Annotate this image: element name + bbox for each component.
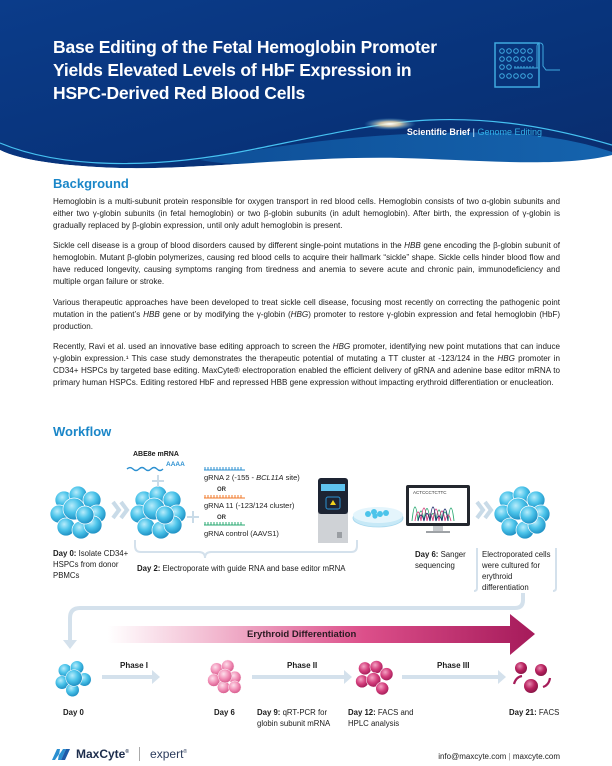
separator: | bbox=[508, 752, 511, 761]
text: gene or by modifying the γ-globin ( bbox=[159, 310, 291, 319]
red-blood-cells-icon bbox=[514, 662, 550, 693]
day-label: Day 9: bbox=[257, 708, 281, 717]
phase-1-label: Phase I bbox=[120, 661, 149, 670]
diff-day9 bbox=[257, 707, 342, 729]
text: site) bbox=[283, 473, 300, 482]
category: Genome Editing bbox=[477, 127, 542, 137]
or-label: OR bbox=[217, 487, 226, 493]
chevron-right-icon bbox=[477, 502, 491, 518]
sequencing-monitor-icon bbox=[406, 485, 470, 533]
divider bbox=[139, 747, 140, 761]
gene-name: HBG bbox=[290, 310, 309, 319]
hspc-cluster-icon bbox=[130, 486, 186, 539]
email-link[interactable]: info@maxcyte.com bbox=[438, 752, 507, 761]
erythroid-cluster-icon bbox=[208, 660, 242, 694]
text: FACS bbox=[536, 708, 560, 717]
partner-name bbox=[150, 747, 187, 761]
grna-option-2: gRNA 11 (-123/124 cluster) bbox=[204, 501, 295, 510]
text: Electroporate with guide RNA and base editor mRNA bbox=[160, 564, 346, 573]
brand-name bbox=[76, 747, 129, 761]
hspc-cluster-icon bbox=[494, 486, 550, 539]
step-day6 bbox=[415, 549, 475, 571]
text: expert bbox=[150, 747, 184, 761]
background-heading: Background bbox=[53, 176, 129, 191]
text: FACS and HPLC analysis bbox=[348, 708, 414, 728]
text: gene encoding the β-globin subunit of hemoglobin. Mutant β-globin polymerizes, causing red blood cells to acquire their hallmark “sickle” shape. Sickle cells hinder blood flow and have reduced longevity, causing symptoms ranging from tiredness and anemia to severe acute and chronic pain, immunodeficiency and multiple organ failure or stroke. bbox=[53, 241, 561, 286]
step-day2 bbox=[137, 563, 397, 574]
text: Various therapeutic approaches have been developed to treat sickle cell disease, focusing most recently on correcting the pathogenic point mutation in the patient’s bbox=[53, 298, 560, 319]
day-label: Day 12: bbox=[348, 708, 376, 717]
separator: | bbox=[472, 127, 475, 137]
website-link[interactable]: maxcyte.com bbox=[512, 752, 560, 761]
poly-a-tail: AAAA bbox=[166, 461, 185, 468]
diff-day0: Day 0 bbox=[63, 708, 84, 717]
electroporator-device-icon bbox=[318, 478, 348, 543]
background-paragraph-3 bbox=[53, 297, 560, 333]
well-plate-icon bbox=[490, 40, 570, 90]
phase-3-label: Phase III bbox=[437, 661, 470, 670]
document-type-label bbox=[407, 127, 542, 137]
gene-name: BCL11A bbox=[256, 473, 284, 482]
workflow-heading: Workflow bbox=[53, 424, 112, 439]
title-line-2: Yields Elevated Levels of HbF Expression in bbox=[53, 60, 412, 80]
doc-type: Scientific Brief bbox=[406, 127, 470, 137]
day-label: Day 2: bbox=[137, 564, 161, 573]
gene-name: HBG bbox=[497, 354, 515, 363]
title-line-1: Base Editing of the Fetal Hemoglobin Promoter bbox=[53, 37, 437, 57]
header-banner bbox=[0, 0, 612, 170]
arrow-down-icon bbox=[63, 640, 77, 649]
text: Sickle cell disease is a group of blood disorders caused by different single-point mutations in the bbox=[53, 241, 405, 250]
background-paragraph-2 bbox=[53, 240, 560, 288]
trademark: ® bbox=[183, 749, 188, 755]
gene-name: HBB bbox=[143, 310, 160, 319]
text: MaxCyte bbox=[76, 747, 126, 761]
day-label: Day 6: bbox=[415, 550, 439, 559]
text: Hemoglobin is a multi-subunit protein responsible for oxygen transport in red blood cells. Hemoglobin consists of two α-globin subunits and either two γ-globin subunits (in fetal hemoglobin) or two β-globin subunits (in adult hemoglobin). After birth, the expression of γ-globin is gradually replaced by β-globin expression, until only adult hemoglobin is present. bbox=[53, 197, 560, 230]
text: ) promoter to restore γ-globin expression and fetal hemoglobin (HbF) production. bbox=[53, 310, 561, 331]
hspc-cluster-icon bbox=[55, 661, 91, 697]
mrna-wave-icon bbox=[127, 468, 163, 471]
footer-contact bbox=[438, 752, 560, 761]
or-label: OR bbox=[217, 515, 226, 521]
svg-text:ACTCCCTCTTC: ACTCCCTCTTC bbox=[413, 490, 447, 495]
phase-arrows bbox=[102, 670, 506, 684]
differentiation-banner: Erythroid Differentiation bbox=[247, 629, 357, 640]
gene-name: HBG bbox=[332, 342, 351, 351]
day-label: Day 21: bbox=[509, 708, 537, 717]
phase-2-label: Phase II bbox=[287, 661, 318, 670]
maxcyte-logo-icon bbox=[52, 749, 70, 760]
chevron-right-icon bbox=[113, 502, 127, 518]
mrna-label: ABE8e mRNA bbox=[133, 451, 179, 458]
step-day0 bbox=[53, 548, 133, 581]
text: promoter, identifying new point mutations that can induce γ-globin expression.¹ This case study demonstrates the therapeutic potential of mutating a TT cluster at -123/124 in the bbox=[53, 342, 561, 363]
petri-dish-icon bbox=[353, 507, 403, 527]
grna-option-3: gRNA control (AAVS1) bbox=[204, 529, 279, 538]
erythroid-cluster-icon bbox=[356, 660, 393, 695]
background-paragraph-4 bbox=[53, 341, 560, 389]
trademark: ® bbox=[125, 749, 130, 755]
diff-day6: Day 6 bbox=[214, 708, 235, 717]
page-title bbox=[53, 36, 473, 105]
title-line-3: HSPC-Derived Red Blood Cells bbox=[53, 83, 306, 103]
step-cultured: Electroporated cells were cultured for erythroid differentiation bbox=[482, 550, 551, 592]
text: gRNA 2 (-155 - bbox=[204, 473, 257, 482]
day-label: Day 0: bbox=[53, 549, 77, 558]
background-paragraph-1 bbox=[53, 196, 560, 232]
footer-logos bbox=[52, 747, 187, 761]
diff-day12 bbox=[348, 707, 423, 729]
diff-day21 bbox=[509, 707, 579, 718]
text: Isolate CD34+ HSPCs from donor PBMCs bbox=[53, 549, 129, 580]
text: Sanger sequencing bbox=[415, 550, 466, 570]
text: Recently, Ravi et al. used an innovative base editing approach to screen the bbox=[53, 342, 333, 351]
text: promoter in CD34+ HSPCs by targeted base editing. MaxCyte® electroporation enabled the efficient delivery of gRNA and adenine base editor mRNA to primary human HSPCs. Editing restored HbF and repressed HBB gene expression without impacting erythroid differentiation or enucleation. bbox=[53, 354, 560, 387]
hspc-cluster-icon bbox=[50, 486, 106, 539]
gene-name: HBB bbox=[404, 241, 421, 250]
grna-option-1 bbox=[204, 473, 300, 482]
text: qRT-PCR for globin subunit mRNA bbox=[257, 708, 331, 728]
